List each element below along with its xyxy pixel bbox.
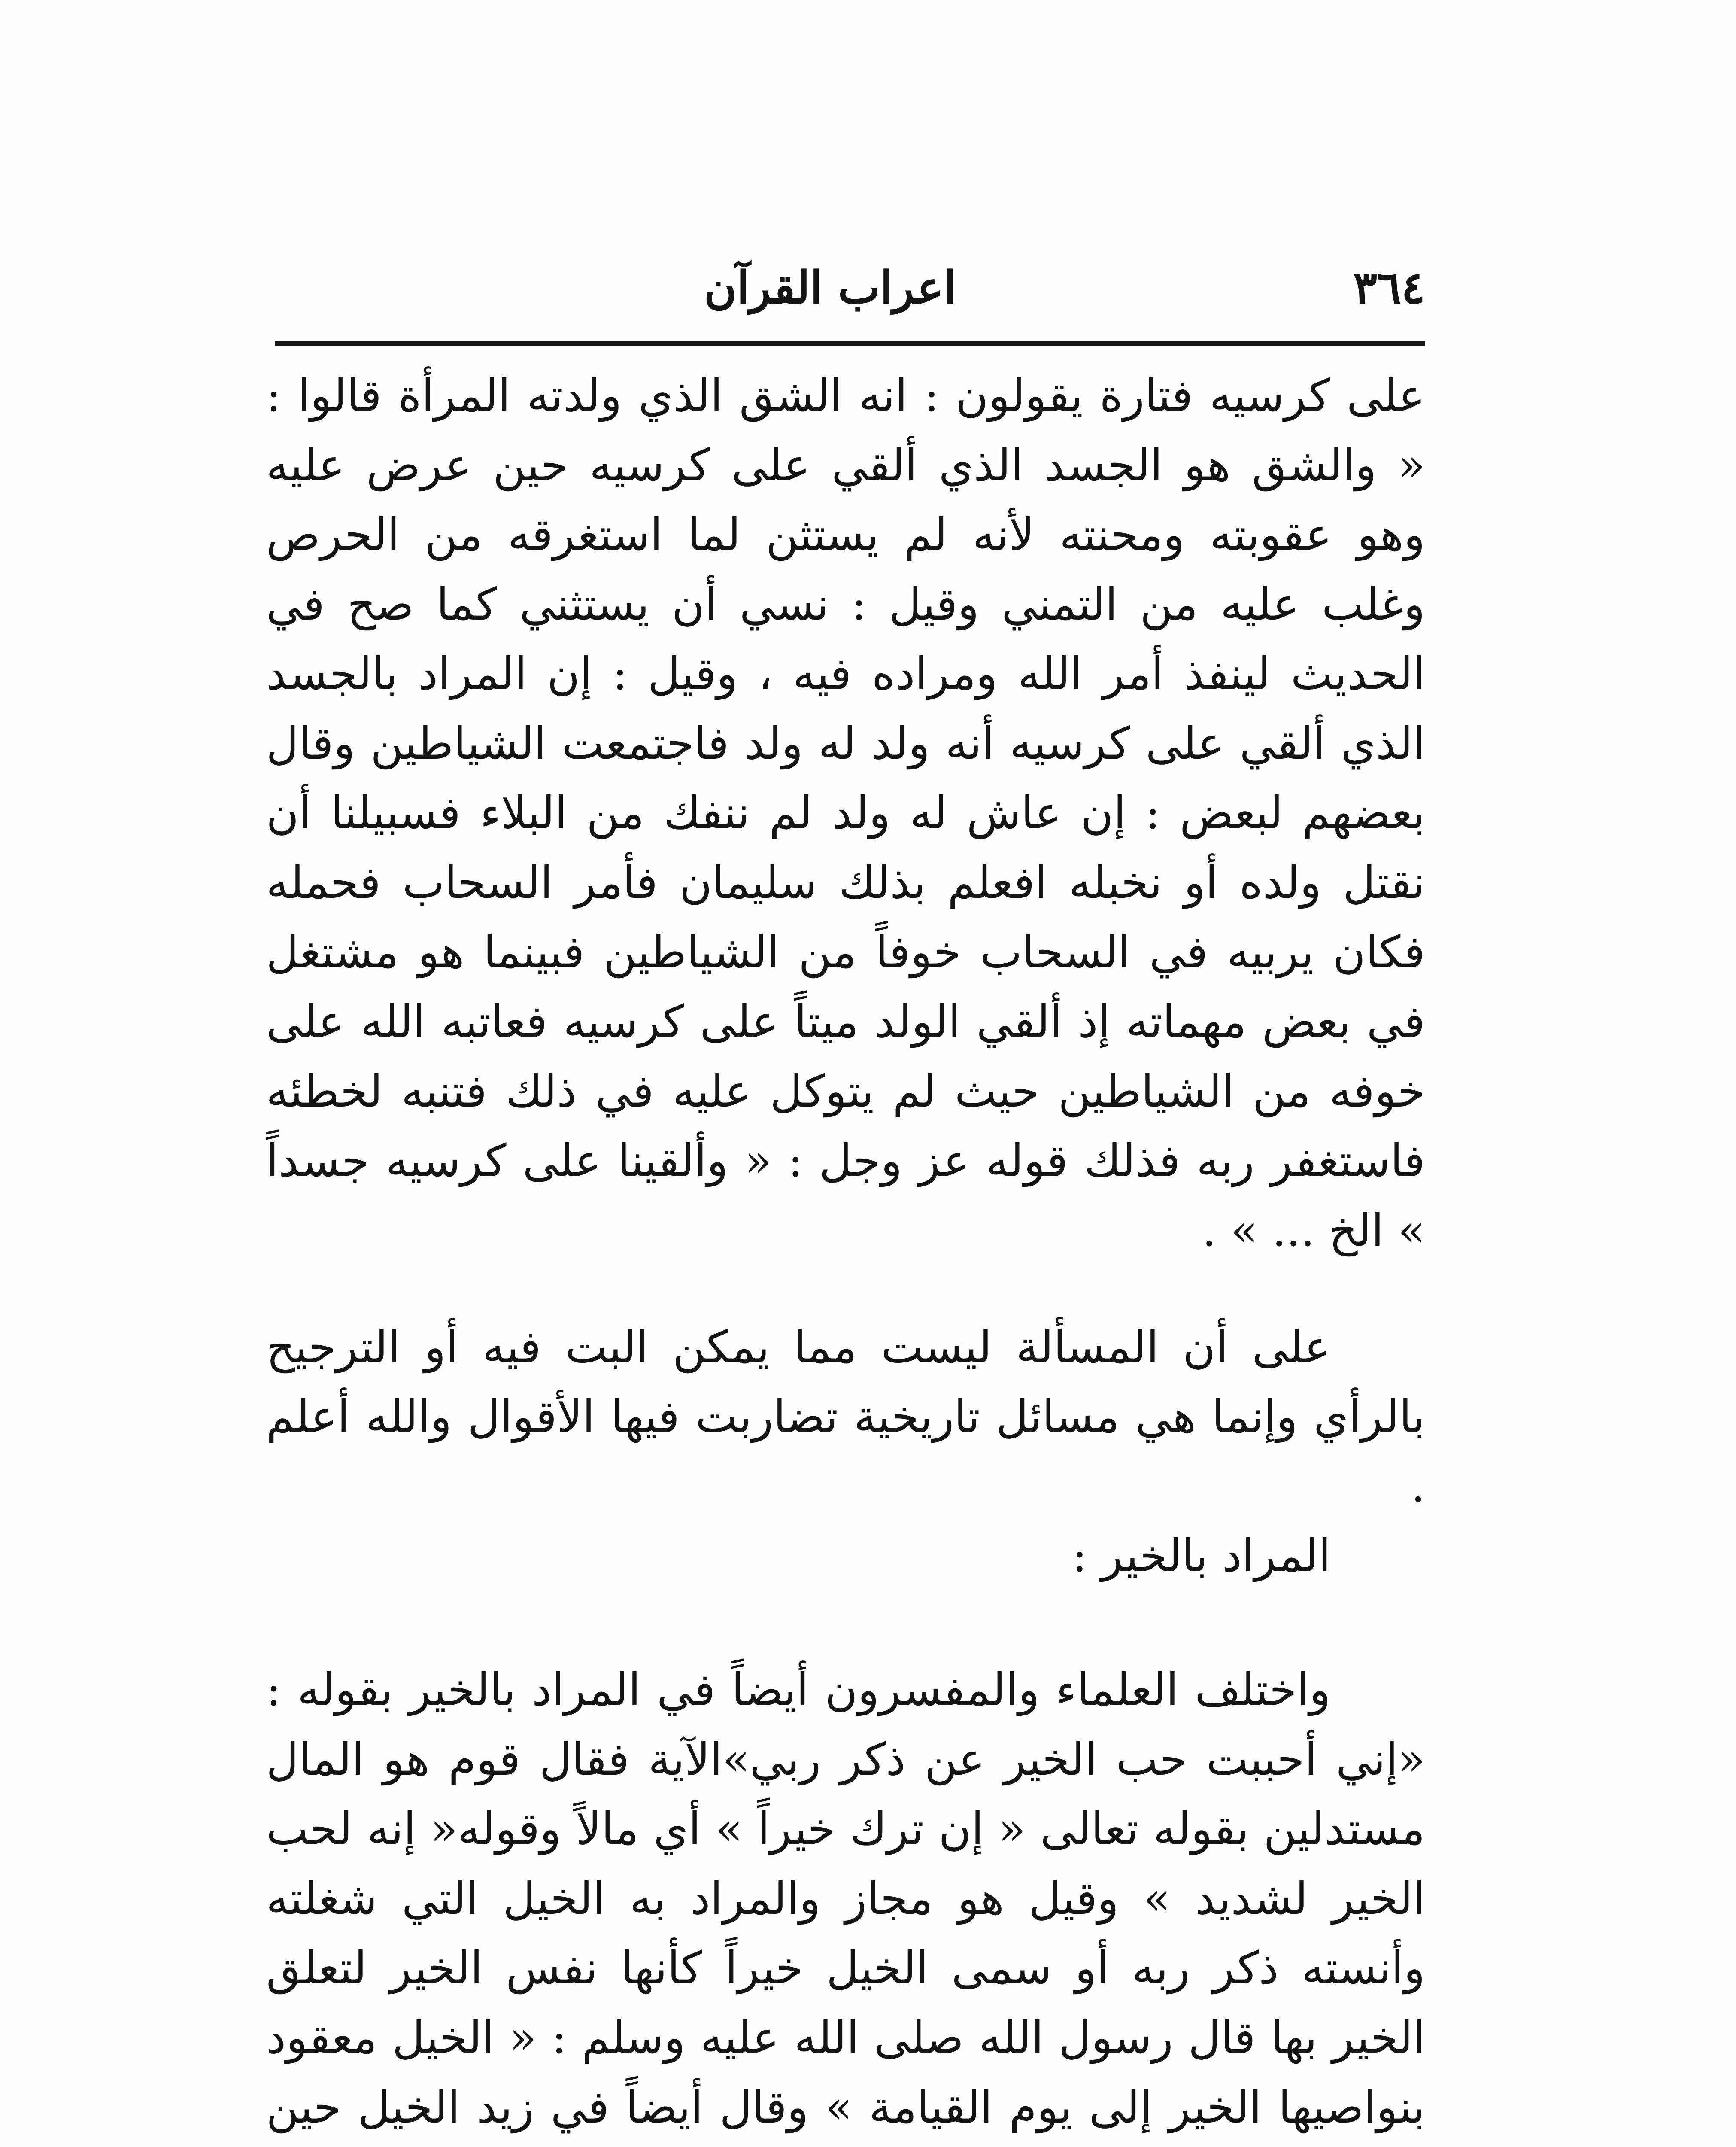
running-title: اعراب القرآن <box>704 261 956 314</box>
paragraph-2: على أن المسألة ليست مما يمكن البت فيه أو الترجيح بالرأي وإنما هي مسائل تاريخية تضاربت فيها الأقوال والله أعلم . <box>266 1321 1425 1512</box>
page-header <box>275 243 1425 328</box>
header-rule <box>275 341 1425 346</box>
body-text <box>266 361 1425 2147</box>
paragraph-3: واختلف العلماء والمفسرون أيضاً في المراد بالخير بقوله : «إني أحببت حب الخير عن ذكر ربي»الآية فقال قوم هو المال مستدلين بقوله تعالى « إن ترك خيراً » أي مالاً وقوله« إنه لحب الخير لشديد » وقيل هو مجاز والمراد به الخيل التي شغلته وأنسته ذكر ربه أو سمى الخيل خيراً كأنها نفس الخير لتعلق الخير بها قال رسول الله صلى الله عليه وسلم : « الخيل معقود بنواصيها الخير إلى يوم القيامة » وقال أيضاً في زيد الخيل حين <box>266 1663 1426 2133</box>
paragraph-1: على كرسيه فتارة يقولون : انه الشق الذي ولدته المرأة قالوا : « والشق هو الجسد الذي ألقي على كرسيه حين عرض عليه وهو عقوبته ومحنته لأنه لم يستثن لما استغرقه من الحرص وغلب عليه من التمني وقيل : نسي أن يستثني كما صح في الحديث لينفذ أمر الله ومراده فيه ، وقيل : إن المراد بالجسد الذي ألقي على كرسيه أنه ولد له ولد فاجتمعت الشياطين وقال بعضهم لبعض : إن عاش له ولد لم ننفك من البلاء فسبيلنا أن نقتل ولده أو نخبله افعلم بذلك سليمان فأمر السحاب فحمله فكان يربيه في السحاب خوفاً من الشياطين فبينما هو مشتغل في بعض مهماته إذ ألقي الولد ميتاً على كرسيه فعاتبه الله على خوفه من الشياطين حيث لم يتوكل عليه في ذلك فتنبه لخطئه فاستغفر ربه فذلك قوله عز وجل : « وألقينا على كرسيه جسداً » الخ ... » . <box>266 369 1425 1256</box>
page-number: ٣٦٤ <box>1353 261 1425 314</box>
subheading-al-murad-bil-khayr: المراد بالخير : <box>1072 1530 1331 1582</box>
